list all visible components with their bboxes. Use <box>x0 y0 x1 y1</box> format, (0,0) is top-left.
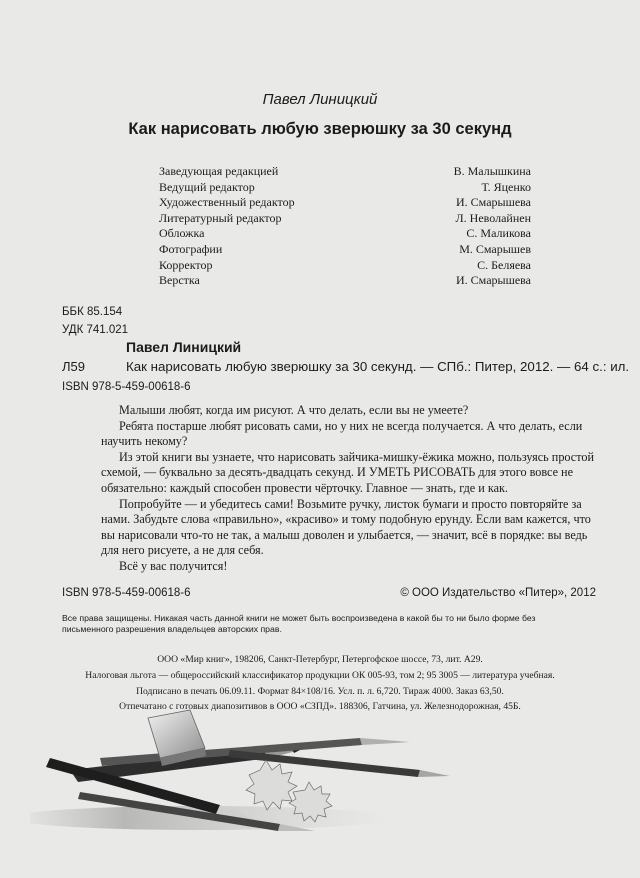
credit-role: Ведущий редактор <box>159 179 255 194</box>
abstract-paragraph: Малыши любят, когда им рисуют. А что делать, если вы не умеете? <box>119 403 469 417</box>
credit-row <box>159 180 531 196</box>
credit-row <box>159 242 531 258</box>
imprint-line: Отпечатано с готовых диапозитивов в ООО «СЗПД». 188306, Гатчина, ул. Железнодорожная, 45Б. <box>119 701 521 713</box>
credits-list <box>159 164 531 289</box>
pencil-icon <box>100 738 410 766</box>
credit-role: Заведующая редакцией <box>159 164 279 178</box>
credit-row <box>159 273 531 289</box>
bbk-code: ББК 85.154 <box>62 306 123 318</box>
credit-row <box>159 226 531 242</box>
credit-person: В. Малышкина <box>453 164 531 178</box>
isbn-bottom: ISBN 978-5-459-00618-6 <box>62 587 191 599</box>
credit-row <box>159 164 531 180</box>
copyright-notice: © ООО Издательство «Питер», 2012 <box>400 587 596 599</box>
credit-person: И. Смарышева <box>456 195 531 210</box>
imprint-line: Подписано в печать 06.09.11. Формат 84×108/16. Усл. п. л. 6,720. Тираж 4000. Заказ 63,50. <box>136 685 504 697</box>
book-title: Как нарисовать любую зверюшку за 30 секунд <box>128 120 512 138</box>
credit-role: Обложка <box>159 226 205 241</box>
bibliographic-description: Как нарисовать любую зверюшку за 30 секунд. — СПб.: Питер, 2012. — 64 с.: ил. <box>126 359 630 374</box>
abstract-paragraph: Из этой книги вы узнаете, что нарисовать зайчика-мишку-ёжика можно, пользуясь простой схемой, — буквально за десять-двадцать секунд. И УМЕТЬ РИСОВАТЬ для этого вовсе не обязательно: каждый способен провести чёрточку. Главное — знать, где и как. <box>101 449 594 495</box>
imprint-line: Налоговая льгота — общероссийский классификатор продукции ОК 005-93, том 2; 95 3005 — литература учебная. <box>85 669 555 681</box>
imprint-line: ООО «Мир книг», 198206, Санкт-Петербург, Петергофское шоссе, 73, лит. А29. <box>157 654 483 665</box>
credit-person: Т. Яценко <box>481 179 531 194</box>
author-mark: Л59 <box>62 359 85 374</box>
abstract-paragraph: Ребята постарше любят рисовать сами, но у них не всегда получается. А что делать, если научить некому? <box>101 418 583 449</box>
credit-role: Литературный редактор <box>159 210 282 225</box>
author-name: Павел Линицкий <box>262 91 378 108</box>
credit-role: Художественный редактор <box>159 195 295 210</box>
abstract-paragraph: Всё у вас получится! <box>119 558 228 573</box>
pencils-illustration <box>30 700 480 850</box>
udk-code: УДК 741.021 <box>62 324 129 336</box>
credit-role: Верстка <box>159 273 200 288</box>
credit-person: С. Беляева <box>477 257 531 272</box>
credit-row <box>159 258 531 274</box>
isbn: ISBN 978-5-459-00618-6 <box>62 381 191 393</box>
credit-person: С. Маликова <box>466 226 531 241</box>
abstract <box>101 403 604 575</box>
credit-person: М. Смарышев <box>459 241 531 256</box>
catalog-author: Павел Линицкий <box>126 339 242 355</box>
credit-person: И. Смарышева <box>456 273 531 288</box>
credit-row <box>159 195 531 211</box>
credit-role: Корректор <box>159 257 213 272</box>
rights-notice: Все права защищены. Никакая часть данной книги не может быть воспроизведена в какой бы то ни было форме без письменного разрешения владельцев авторских прав. <box>62 613 536 634</box>
abstract-paragraph: Попробуйте — и убедитесь сами! Возьмите ручку, листок бумаги и просто повторяйте за нами. Забудьте слова «правильно», «красиво» и тому подобную ерунду. Если вам кажется, что вы нарисовали что-то не так, а малыш доволен и улыбается, — значит, всё в порядке: вы ведь для него рисуете, а не для себя. <box>101 496 591 558</box>
credit-role: Фотографии <box>159 241 223 256</box>
credit-row <box>159 211 531 227</box>
credit-person: Л. Неволайнен <box>455 210 531 225</box>
